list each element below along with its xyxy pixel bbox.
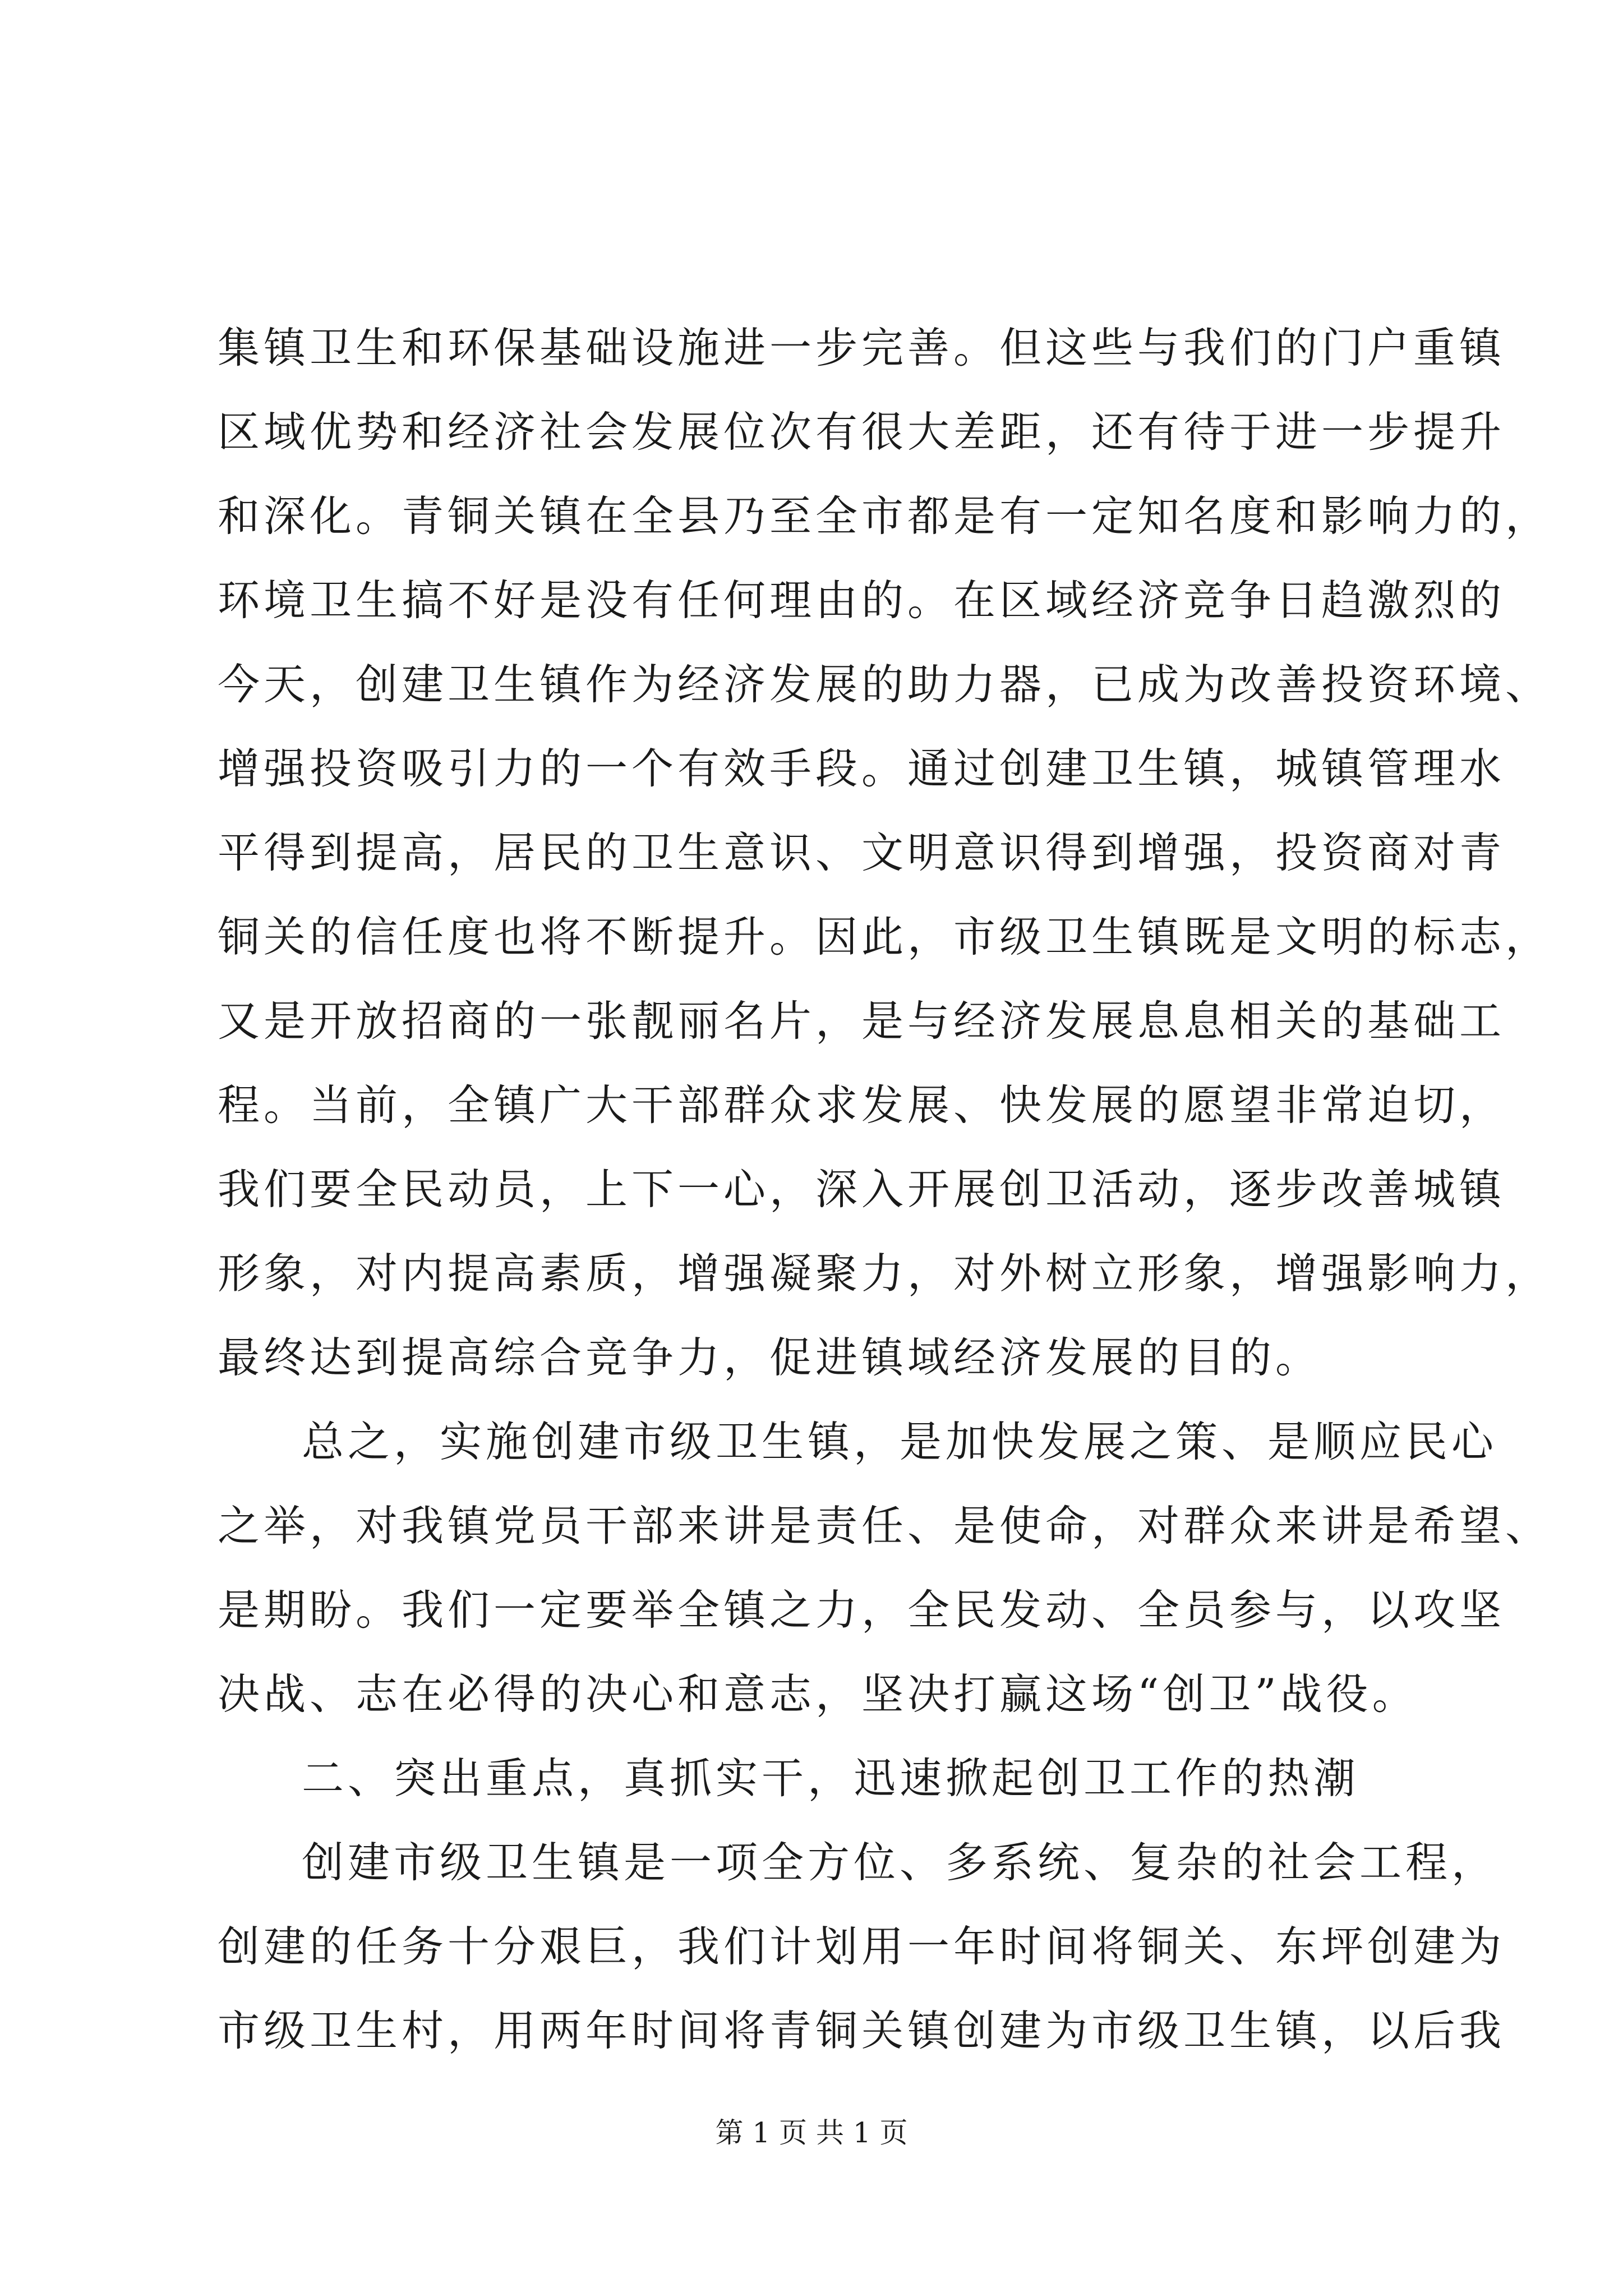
text-line: 平得到提高，居民的卫生意识、文明意识得到增强，投资商对青 [218, 828, 1506, 877]
text-line: 又是开放招商的一张靓丽名片，是与经济发展息息相关的基础工 [218, 996, 1506, 1046]
text-line: 市级卫生村，用两年时间将青铜关镇创建为市级卫生镇，以后我 [218, 2006, 1506, 2055]
text-line: 今天，创建卫生镇作为经济发展的助力器，已成为改善投资环境、 [218, 660, 1552, 709]
text-line: 是期盼。我们一定要举全镇之力，全民发动、全员参与，以攻坚 [218, 1585, 1506, 1635]
text-line: 之举，对我镇党员干部来讲是责任、是使命，对群众来讲是希望、 [218, 1501, 1552, 1550]
paragraph-start-line: 总之，实施创建市级卫生镇，是加快发展之策、是顺应民心 [302, 1417, 1498, 1466]
body-text [218, 306, 1552, 2073]
text-line: 和深化。青铜关镇在全县乃至全市都是有一定知名度和影响力的， [218, 491, 1552, 541]
section-heading: 二、突出重点，真抓实干，迅速掀起创卫工作的热潮 [302, 1754, 1360, 1803]
text-line: 铜关的信任度也将不断提升。因此，市级卫生镇既是文明的标志， [218, 912, 1552, 961]
page-number-footer: 第 1 页 共 1 页 [715, 2116, 908, 2149]
text-line: 形象，对内提高素质，增强凝聚力，对外树立形象，增强影响力， [218, 1249, 1552, 1298]
text-line: 创建的任务十分艰巨，我们计划用一年时间将铜关、东坪创建为 [218, 1922, 1506, 1971]
text-line: 最终达到提高综合竞争力，促进镇域经济发展的目的。 [218, 1333, 1322, 1382]
text-line: 程。当前，全镇广大干部群众求发展、快发展的愿望非常迫切， [218, 1080, 1506, 1130]
text-line: 我们要全民动员，上下一心，深入开展创卫活动，逐步改善城镇 [218, 1165, 1506, 1214]
text-line: 集镇卫生和环保基础设施进一步完善。但这些与我们的门户重镇 [218, 323, 1506, 372]
text-line: 增强投资吸引力的一个有效手段。通过创建卫生镇，城镇管理水 [218, 744, 1506, 793]
paragraph-start-line: 创建市级卫生镇是一项全方位、多系统、复杂的社会工程， [302, 1838, 1498, 1887]
text-line: 区域优势和经济社会发展位次有很大差距，还有待于进一步提升 [218, 407, 1506, 457]
text-line: 环境卫生搞不好是没有任何理由的。在区域经济竞争日趋激烈的 [218, 576, 1506, 625]
text-line: 决战、志在必得的决心和意志，坚决打赢这场“创卫”战役。 [218, 1669, 1418, 1719]
